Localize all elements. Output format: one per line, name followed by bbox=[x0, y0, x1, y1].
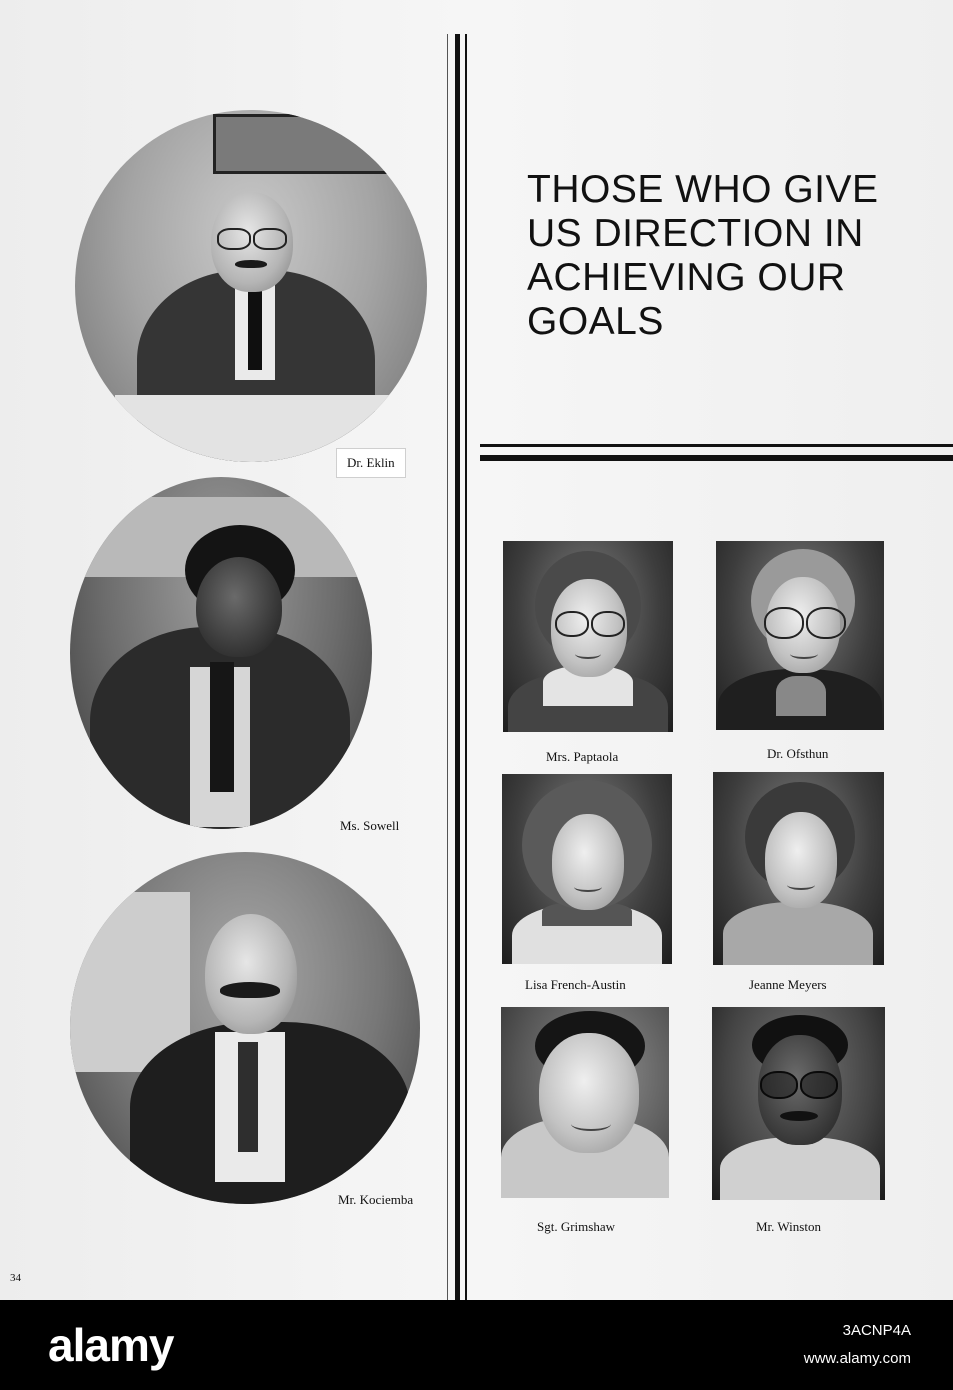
alamy-logo: alamy bbox=[48, 1319, 174, 1371]
person-tie bbox=[248, 290, 262, 370]
vertical-rule-outer bbox=[447, 34, 448, 1300]
wall-painting bbox=[213, 114, 389, 174]
portrait-mrs-paptaola bbox=[503, 541, 673, 732]
caption-mrs-paptaola: Mrs. Paptaola bbox=[546, 749, 619, 764]
person-glasses-right bbox=[253, 228, 287, 250]
portrait-dr-ofsthun bbox=[716, 541, 884, 730]
portrait-mr-winston bbox=[712, 1007, 885, 1200]
person-smile bbox=[790, 649, 818, 659]
horizontal-rule-thin bbox=[480, 444, 953, 447]
caption-jeanne-meyers: Jeanne Meyers bbox=[749, 977, 827, 992]
person-glasses-right bbox=[591, 611, 625, 637]
person-smile bbox=[571, 1117, 611, 1131]
person-mustache bbox=[220, 982, 280, 998]
person-collar bbox=[776, 676, 826, 716]
person-mustache bbox=[235, 260, 267, 268]
vertical-rule-thick bbox=[455, 34, 460, 1300]
person-head bbox=[765, 812, 837, 908]
person-glasses-right bbox=[800, 1071, 838, 1099]
person-glasses-left bbox=[555, 611, 589, 637]
person-head bbox=[196, 557, 282, 657]
caption-lisa-french-austin: Lisa French-Austin bbox=[525, 977, 626, 992]
photo-dr-eklin bbox=[75, 110, 427, 462]
portrait-lisa-french-austin bbox=[502, 774, 672, 964]
person-glasses-right bbox=[806, 607, 846, 639]
person-scarf bbox=[210, 662, 234, 792]
page-number: 34 bbox=[10, 1272, 21, 1284]
person-glasses bbox=[217, 228, 251, 250]
caption-mr-winston: Mr. Winston bbox=[756, 1219, 821, 1234]
photo-mr-kociemba bbox=[70, 852, 420, 1204]
person-smile bbox=[787, 880, 815, 890]
portrait-jeanne-meyers bbox=[713, 772, 884, 965]
footer-url: www.alamy.com bbox=[803, 1350, 911, 1367]
caption-dr-eklin: Dr. Eklin bbox=[336, 448, 406, 478]
person-head bbox=[552, 814, 624, 910]
horizontal-rule-thick bbox=[480, 455, 953, 461]
image-id-label: 3ACNP4A bbox=[842, 1322, 911, 1339]
person-glasses-left bbox=[760, 1071, 798, 1099]
person-glasses-left bbox=[764, 607, 804, 639]
caption-dr-ofsthun: Dr. Ofsthun bbox=[767, 746, 829, 761]
vertical-rule-thin bbox=[465, 34, 467, 1300]
person-mustache bbox=[780, 1111, 818, 1121]
caption-sgt-grimshaw: Sgt. Grimshaw bbox=[537, 1219, 615, 1234]
page-headline: THOSE WHO GIVE US DIRECTION IN ACHIEVING OUR GOALS bbox=[527, 168, 879, 343]
person-head bbox=[539, 1033, 639, 1153]
person-turtleneck bbox=[723, 902, 873, 965]
caption-mr-kociemba: Mr. Kociemba bbox=[338, 1192, 414, 1207]
portrait-sgt-grimshaw bbox=[501, 1007, 669, 1198]
person-smile bbox=[575, 649, 601, 659]
person-shirt bbox=[720, 1137, 880, 1200]
photo-ms-sowell bbox=[70, 477, 372, 829]
caption-ms-sowell: Ms. Sowell bbox=[340, 818, 400, 833]
watermark-footer bbox=[0, 1300, 953, 1390]
person-smile bbox=[574, 882, 602, 892]
person-tie bbox=[238, 1042, 258, 1152]
person-head bbox=[205, 914, 297, 1034]
